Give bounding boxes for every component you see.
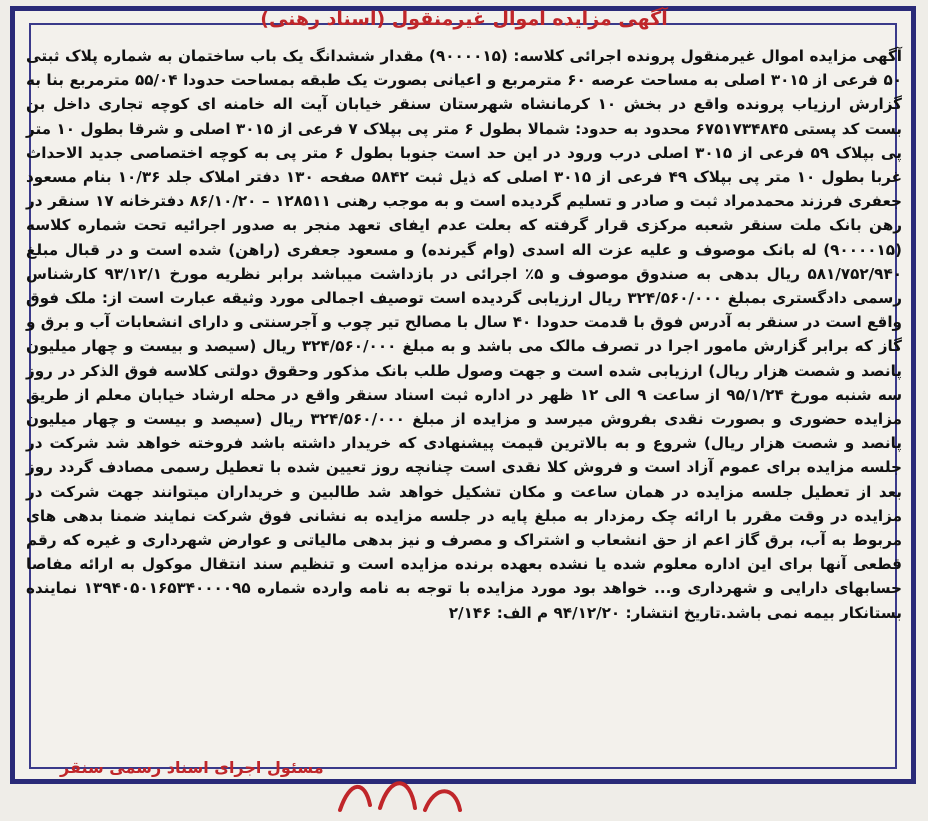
notice-signature: مسئول اجرای اسناد رسمی سنقر (60, 758, 324, 777)
notice-title: آگهی مزایده اموال غیرمنقول (اسناد رهنی) (260, 8, 668, 30)
handwritten-mark (330, 770, 470, 820)
notice-body (26, 44, 902, 750)
notice-body-text: آگهی مزایده اموال غیرمنقول پرونده اجرائی کلاسه: (۹۰۰۰۰۱۵) مقدار ششدانگ یک باب ساختمان به شماره پلاک ثبتی ۵۰ فرعی از ۳۰۱۵ اصلی به مساحت عرصه ۶۰ مترمربع و اعیانی بصورت یک طبقه بمساحت حدودا ۵۵/۰۴ مترمربع بنا به گزارش ارزیاب پرونده واقع در بخش ۱۰ کرمانشاه شهرستان سنقر خیابان آیت اله خامنه ای کوچه تجاری داخل بن بست کد پستی ۶۷۵۱۷۳۴۸۴۵ محدود به حدود: شمالا بطول ۶ متر پی بپلاک ۷ فرعی از ۳۰۱۵ اصلی و شرقا بطول ۱۰ متر پی بپلاک ۵۹ فرعی از ۳۰۱۵ اصلی درب ورود در این حد است جنوبا بطول ۶ متر پی به کوچه اختصاصی جدید الاحداث غربا بطول ۱۰ متر پی بپلاک ۴۹ فرعی از ۳۰۱۵ اصلی که ذیل ثبت ۵۸۴۲ صفحه ۱۳۰ دفتر املاک جلد ۱۰/۳۶ بنام مسعود جعفری فرزند محمدمراد ثبت و صادر و تسلیم گردیده است و به موجب رهنی ۱۲۸۵۱۱ – ۸۶/۱۰/۲۰ دفترخانه ۱۷ سنقر در رهن بانک ملت سنقر شعبه مرکزی قرار گرفته که بعلت عدم ایفای تعهد منجر به صدور اجرائیه تحت شماره کلاسه (۹۰۰۰۰۱۵) له بانک موصوف و علیه عزت اله اسدی (وام گیرنده) و مسعود جعفری (راهن) شده است و در قبال مبلغ ۵۸۱/۷۵۲/۹۴۰ ریال بدهی به صندوق موصوف و ۵٪ اجرائی در بازداشت میباشد برابر نظریه مورخ ۹۳/۱۲/۱ کارشناس رسمی دادگستری بمبلغ ۳۲۴/۵۶۰/۰۰۰ ریال ارزیابی گردیده است توصیف اجمالی مورد وثیقه عبارت است از: ملک فوق واقع است در سنقر به آدرس فوق با قدمت حدودا ۴۰ سال با مصالح تیر چوب و آجرسنتی و دارای انشعابات آب و برق و گاز که برابر گزارش مامور اجرا در تصرف مالک می باشد و به مبلغ ۳۲۴/۵۶۰/۰۰۰ ریال (سیصد و بیست و چهار میلیون پانصد و شصت هزار ریال) ارزیابی شده است و جهت وصول طلب بانک مذکور وحقوق دولتی کلاسه فوق الذکر در روز سه شنبه مورخ ۹۵/۱/۲۴ از ساعت ۹ الی ۱۲ ظهر در اداره ثبت اسناد سنقر واقع در محله ارشاد خیابان معلم از طریق مزایده حضوری و بصورت نقدی بفروش میرسد و مزایده از مبلغ ۳۲۴/۵۶۰/۰۰۰ ریال (سیصد و بیست و چهار میلیون پانصد و شصت هزار ریال) شروع و به بالاترین قیمت پیشنهادی که خریدار داشته باشد فروخته خواهد شد شرکت در جلسه مزایده برای عموم آزاد است و فروش کلا نقدی است چنانچه روز تعیین شده با تعطیل رسمی مصادف گردد روز بعد از تعطیل جلسه مزایده در همان ساعت و مکان تشکیل خواهد شد طالبین و خریداران میتوانند جهت شرکت در مزایده در وقت مقرر با ارائه چک رمزدار به مبلغ پایه در جلسه مزایده به نشانی فوق شرکت نمایند ضمنا بدهی های مربوط به آب، برق گاز اعم از حق انشعاب و اشتراک و مصرف و نیز بدهی مالیاتی و عوارض شهرداری و غیره که رقم قطعی آنها برای این اداره معلوم شده یا نشده بعهده برنده مزایده است و تنظیم سند انتقال موکول به ارائه مفاصا حسابهای دارایی و شهرداری و... خواهد بود مورد مزایده با توجه به نامه وارده شماره ۱۳۹۴۰۵۰۱۶۵۳۴۰۰۰۰۹۵ نماینده بستانکار بیمه نمی باشد.تاریخ انتشار: ۹۴/۱۲/۲۰ م الف: ۲/۱۴۶ (26, 47, 903, 622)
